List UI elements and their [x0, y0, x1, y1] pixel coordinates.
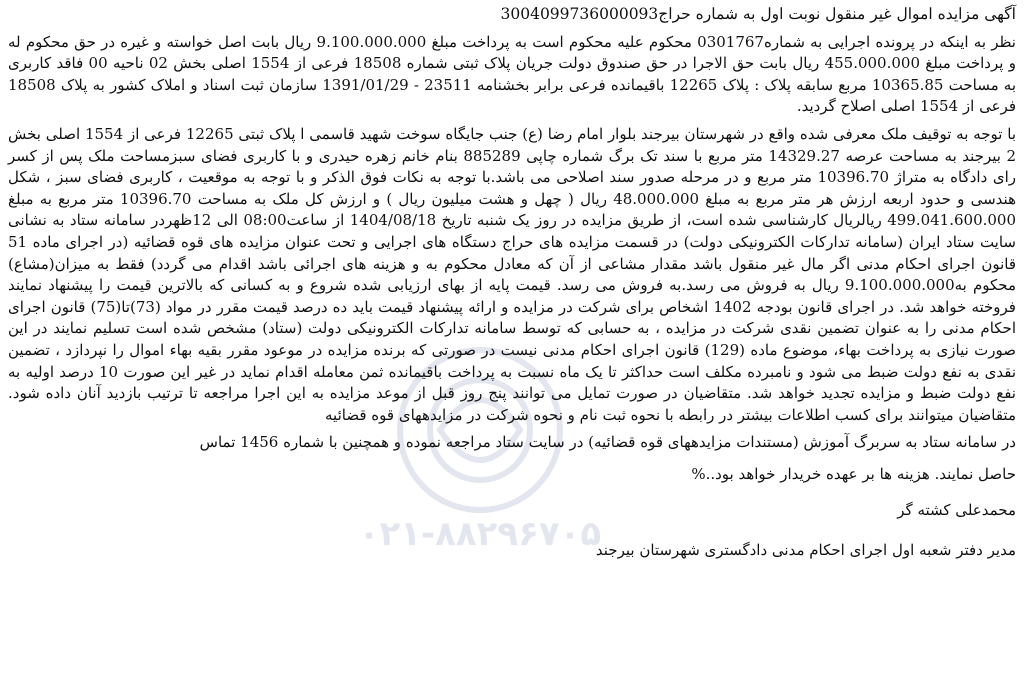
paragraph-case-details: نظر به اینکه در پرونده اجرایی به شماره0301767 محکوم علیه محکوم است به پرداخت مبلغ 9.100.000.000 ریال بابت اصل خواسته و غیره در حق محکوم له و پرداخت مبلغ 455.000.000 ریال بابت حق الاجرا در حق صندوق دولت جریان پلاک ثبتی شماره 18508 فرعی از 1554 اصلی بخش 02 ناحیه 00 فاقد کاربری به مساحت 10365.85 مربع سابقه پلاک : پلاک 12265 باقیمانده فرعی برابر بخشنامه 23511 - 1391/01/29 سازمان ثبت اسناد و املاک کشور به پلاک 18508 فرعی از 1554 اصلی اصلاح گردید. [8, 32, 1016, 116]
announcement-document [8, 4, 1016, 565]
paragraph-auction-terms: با توجه به توقیف ملک معرفی شده واقع در شهرستان بیرجند بلوار امام رضا (ع) جنب جایگاه سوخت شهید قاسمی ا پلاک ثبتی 12265 فرعی از 1554 اصلی بخش 2 بیرجند به مساحت عرصه 14329.27 متر مربع با سند تک برگ شماره چاپی 885289 بنام خانم زهره حیدری و با کاربری فضای سبزمساحت ملک پس از کسر رای دادگاه به متراژ 10396.70 متر مربع و در مرحله صدور سند اصلاحی می باشد.با توجه به نکات فوق الذکر و با توجه به موقعیت ، کاربری فضای سبز ، شکل هندسی و حدود اربعه ارزش هر متر مربع به مبلغ 48.000.000 ریال ( چهل و هشت میلیون ریال ) و ارزش کل ملک به مساحت 10396.70 متر مربع به مبلغ 499.041.600.000 ریالریال کارشناسی شده است، از طریق مزایده در روز یک شنبه تاریخ 1404/08/18 از ساعت08:00 الی 12ظهردر سامانه ستاد به نشانی سایت ستاد ایران (سامانه تدارکات الکترونیکی دولت) در قسمت مزایده های حراج دستگاه های اجرایی و تحت عنوان مزایده های قوه قضائیه (در اجرای ماده 51 قانون اجرای احکام مدنی اگر مال غیر منقول باشد مقدار مشاعی از آن که معادل محکوم به و هزینه های اجرائی باشد اقدام می گردد) فقط به میزان(مشاع) محکوم به9.100.000.000 ریال به فروش می رسد.به فروش می رسد. قیمت پایه از بهای ارزیابی شده شروع و به کسانی که بالاترین قیمت را پیشنهاد نمایند فروخته خواهد شد. در اجرای قانون بودجه 1402 اشخاص برای شرکت در مزایده و ارائه پیشنهاد قیمت باید ده درصد قیمت مقرر در مواد (73)تا(75) قانون اجرای احکام مدنی را به عنوان تضمین نقدی شرکت در مزایده ، به حسابی که توسط سامانه تدارکات الکترونیکی دولت (ستاد) مشخص شده است تسلیم نمایند در این صورت نیازی به پرداخت بهاء، موضوع ماده (129) قانون اجرای احکام مدنی نیست در صورتی که برنده مزایده در موعود مقرر بقیه بهاء اموال را نپردازد ، تضمین نقدی به نفع دولت ضبط می شود و نامبرده مکلف است حداکثر تا یک ماه نسبت به پرداخت باقیمانده ثمن معامله اقدام نماید در غیر این صورت 10 درصد اولیه به نفع دولت ضبط و مزایده تجدید خواهد شد. متقاضیان در صورت تمایل می توانند پنج روز قبل از موعد مزایده به این اجرا مراجعه تا ترتیب بازدید آنان داده شود. متقاضیان میتوانند برای کسب اطلاعات بیشتر در رابطه با نحوه ثبت نام و نحوه شرکت در مزایدههای قوه قضائیه [8, 124, 1017, 424]
paragraph-costs-note: حاصل نمایند. هزینه ها بر عهده خریدار خواهد بود..% [691, 464, 1016, 483]
announcement-title: آگهی مزایده اموال غیر منقول نوبت اول به شماره حراج3004099736000093 [500, 5, 1016, 23]
signer-title: مدیر دفتر شعبه اول اجرای احکام مدنی دادگستری شهرستان بیرجند [595, 541, 1016, 560]
watermark-phone: ۰۲۱-۸۸۲۹۶۷۰۵ [358, 514, 602, 554]
paragraph-contact-info: در سامانه ستاد به سربرگ آموزش (مستندات مزایدههای قوه قضائیه) در سایت ستاد مراجعه نموده و همچنین با شماره 1456 تماس [199, 433, 1016, 452]
signer-name: محمدعلی کشته گر [897, 501, 1016, 520]
